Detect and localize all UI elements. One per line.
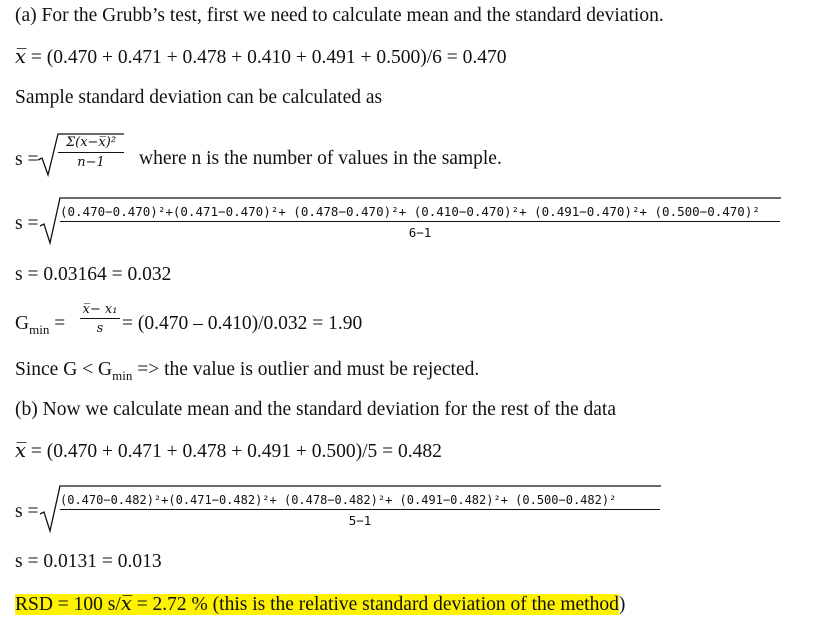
- sd-formula-note: where n is the number of values in the sample.: [139, 148, 502, 169]
- mean-equation-1: [15, 45, 507, 70]
- sd-result-2: s = 0.0131 = 0.013: [15, 551, 162, 572]
- gmin-rhs: = (0.470 – 0.410)/0.032 = 1.90: [122, 313, 363, 334]
- sd-formula-fraction: [58, 134, 124, 173]
- sd-formula-denominator: n−1: [77, 155, 105, 170]
- rsd-post: = 2.72 % (this is the relative standard deviation of the method: [131, 594, 619, 615]
- since-pre: Since G < G: [15, 359, 113, 380]
- rsd-highlight: [15, 594, 619, 615]
- intro-line-a: (a) For the Grubb’s test, first we need to calculate mean and the standard deviation.: [15, 5, 664, 26]
- gmin-numerator: x̅− x₁: [80, 301, 120, 319]
- sd-formula-lhs: s =: [15, 149, 39, 170]
- sd-calc1-denominator: 6−1: [408, 225, 432, 240]
- intro-line-b: (b) Now we calculate mean and the standard deviation for the rest of the data: [15, 399, 617, 420]
- gmin-eq: =: [49, 313, 66, 334]
- xbar-symbol: x̅: [15, 439, 26, 462]
- rsd-pre: RSD = 100 s/: [15, 594, 121, 615]
- mean-expression: = (0.470 + 0.471 + 0.478 + 0.491 + 0.500)/5 = 0.482: [26, 441, 442, 462]
- gmin-fraction: [80, 301, 120, 338]
- gmin-g: G: [15, 313, 30, 334]
- mean-equation-2: [15, 439, 442, 464]
- sample-sd-intro: Sample standard deviation can be calculated as: [15, 87, 383, 108]
- gmin-lhs: [15, 312, 65, 342]
- rsd-close: ): [618, 594, 626, 615]
- outlier-conclusion: [15, 358, 479, 388]
- xbar-symbol: x̅: [15, 45, 26, 68]
- gmin-sub: min: [29, 321, 50, 337]
- sd-result-1: s = 0.03164 = 0.032: [15, 264, 172, 285]
- xbar-symbol: x̅: [120, 592, 132, 615]
- sd-calc2-denominator: 5−1: [348, 513, 372, 528]
- sd-calc2-lhs: s =: [15, 501, 39, 522]
- gmin-denominator: s: [96, 321, 104, 336]
- since-sub: min: [112, 367, 133, 383]
- sd-calc2-fraction: [60, 491, 660, 532]
- since-post: => the value is outlier and must be rejected.: [132, 359, 480, 380]
- sd-formula-numerator: Σ(x−x̅)²: [58, 134, 124, 153]
- sd-calc1-numerator: (0.470−0.470)²+(0.471−0.470)²+ (0.478−0.470)²+ (0.410−0.470)²+ (0.491−0.470)²+ (0.500−0.470)²: [60, 203, 780, 222]
- sd-calc1-lhs: s =: [15, 213, 39, 234]
- sd-calc2-numerator: (0.470−0.482)²+(0.471−0.482)²+ (0.478−0.482)²+ (0.491−0.482)²+ (0.500−0.482)²: [60, 491, 660, 510]
- sd-calc1-fraction: [60, 203, 780, 244]
- rsd-equation: [15, 592, 625, 617]
- mean-expression: = (0.470 + 0.471 + 0.478 + 0.410 + 0.491 + 0.500)/6 = 0.470: [26, 47, 507, 68]
